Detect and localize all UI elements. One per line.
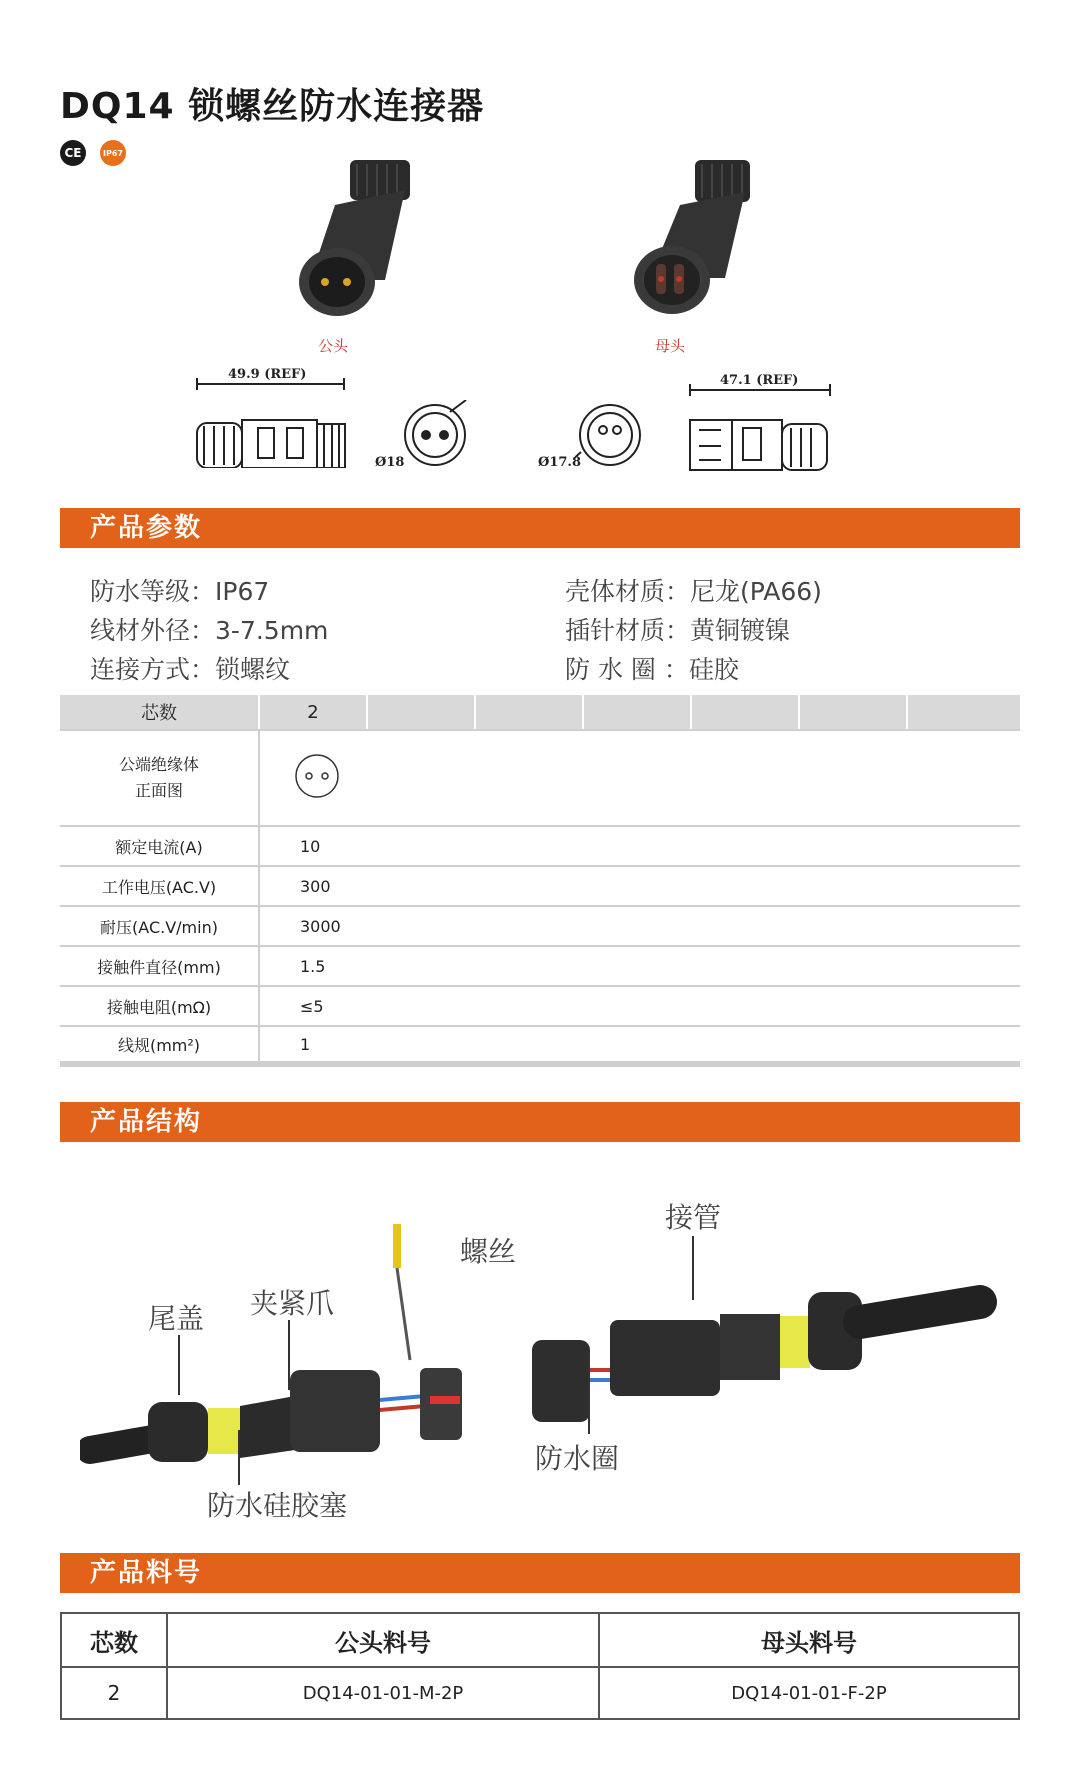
spec-face-value [259, 730, 1020, 826]
param-label: 插针材质： [565, 616, 691, 645]
part-table-row [61, 1667, 1019, 1719]
col-cores: 芯数 [61, 1613, 167, 1667]
spec-header-row [60, 695, 1020, 730]
female-caption: 母头 [655, 337, 686, 355]
leader-line [288, 1320, 290, 1390]
spec-header-empty [475, 695, 583, 730]
cell-cores: 2 [61, 1667, 167, 1719]
female-diameter-dim: Ø17.8 [538, 455, 581, 470]
spec-row [60, 1026, 1020, 1064]
param-housing [565, 572, 822, 608]
param-cable [90, 611, 328, 647]
label-seal-ring: 防水圈 [535, 1442, 620, 1475]
spec-header-empty [583, 695, 691, 730]
male-face-icon [292, 751, 342, 801]
spec-header-empty [799, 695, 907, 730]
label-clamp: 夹紧爪 [250, 1287, 335, 1320]
female-length-dim: 47.1 (REF) [720, 373, 799, 388]
spec-row-value: ≤5 [259, 986, 1020, 1026]
spec-row [60, 826, 1020, 866]
spec-header-value: 2 [259, 695, 367, 730]
col-female: 母头料号 [599, 1613, 1019, 1667]
param-label: 壳体材质： [565, 577, 691, 606]
leader-line [178, 1335, 180, 1395]
spec-header-empty [907, 695, 1020, 730]
param-value: IP67 [215, 577, 270, 606]
spec-row-value: 1.5 [259, 946, 1020, 986]
part-number-table [60, 1612, 1020, 1720]
label-pipe: 接管 [665, 1201, 722, 1234]
spec-row-value: 300 [259, 866, 1020, 906]
spec-header-empty [367, 695, 475, 730]
spec-row-label: 接触电阻(mΩ) [60, 986, 259, 1026]
spec-row [60, 986, 1020, 1026]
param-value: 3-7.5mm [215, 616, 329, 645]
section-header-params: 产品参数 [60, 508, 1020, 548]
ce-mark-icon: CE [60, 140, 86, 166]
param-value: 黄铜镀镍 [690, 616, 791, 645]
spec-face-label-line: 公端绝缘体 [118, 755, 199, 774]
param-value: 硅胶 [688, 655, 739, 684]
spec-face-label [60, 730, 259, 826]
male-diameter-dim: Ø18 [375, 455, 405, 470]
param-label: 线材外径： [90, 616, 216, 645]
spec-header-label: 芯数 [60, 695, 259, 730]
cell-male-part: DQ14-01-01-M-2P [167, 1667, 599, 1719]
spec-row-value: 1 [259, 1026, 1020, 1064]
param-seal [565, 650, 739, 686]
part-table-header [61, 1613, 1019, 1667]
page-title: DQ14 锁螺丝防水连接器 [60, 86, 485, 127]
male-length-dim: 49.9 (REF) [228, 367, 307, 382]
param-label: 防 水 圈 ： [565, 655, 689, 684]
param-pin [565, 611, 790, 647]
leader-line [692, 1236, 694, 1300]
spec-row [60, 906, 1020, 946]
spec-row-label: 线规(mm²) [60, 1026, 259, 1064]
spec-face-row [60, 730, 1020, 826]
spec-row-value: 3000 [259, 906, 1020, 946]
female-connector-image [630, 160, 755, 320]
spec-row-value: 10 [259, 826, 1020, 866]
female-face-drawing [575, 400, 645, 470]
leader-line [238, 1430, 240, 1485]
spec-row-label: 工作电压(AC.V) [60, 866, 259, 906]
male-side-drawing [192, 378, 352, 468]
section-header-structure: 产品结构 [60, 1102, 1020, 1142]
param-value: 尼龙(PA66) [690, 577, 822, 606]
spec-row-label: 接触件直径(mm) [60, 946, 259, 986]
female-side-drawing [685, 384, 835, 474]
spec-row [60, 946, 1020, 986]
col-male: 公头料号 [167, 1613, 599, 1667]
spec-face-label-line: 正面图 [134, 781, 183, 800]
male-connector-image [295, 160, 420, 320]
spec-row-label: 额定电流(A) [60, 826, 259, 866]
section-header-part-numbers: 产品料号 [60, 1553, 1020, 1593]
cell-female-part: DQ14-01-01-F-2P [599, 1667, 1019, 1719]
male-caption: 公头 [318, 337, 349, 355]
param-label: 防水等级： [90, 577, 216, 606]
label-silicone-plug: 防水硅胶塞 [207, 1489, 348, 1522]
param-label: 连接方式： [90, 655, 216, 684]
male-face-drawing [400, 400, 470, 470]
ip67-badge-icon: IP67 [100, 140, 126, 166]
spec-table [60, 695, 1020, 1067]
spec-row-label: 耐压(AC.V/min) [60, 906, 259, 946]
label-tail-cap: 尾盖 [148, 1302, 205, 1335]
param-connect [90, 650, 290, 686]
spec-row [60, 866, 1020, 906]
param-waterproof [90, 572, 269, 608]
label-screw: 螺丝 [460, 1235, 517, 1268]
spec-header-empty [691, 695, 799, 730]
leader-line [588, 1352, 590, 1434]
param-value: 锁螺纹 [215, 655, 291, 684]
